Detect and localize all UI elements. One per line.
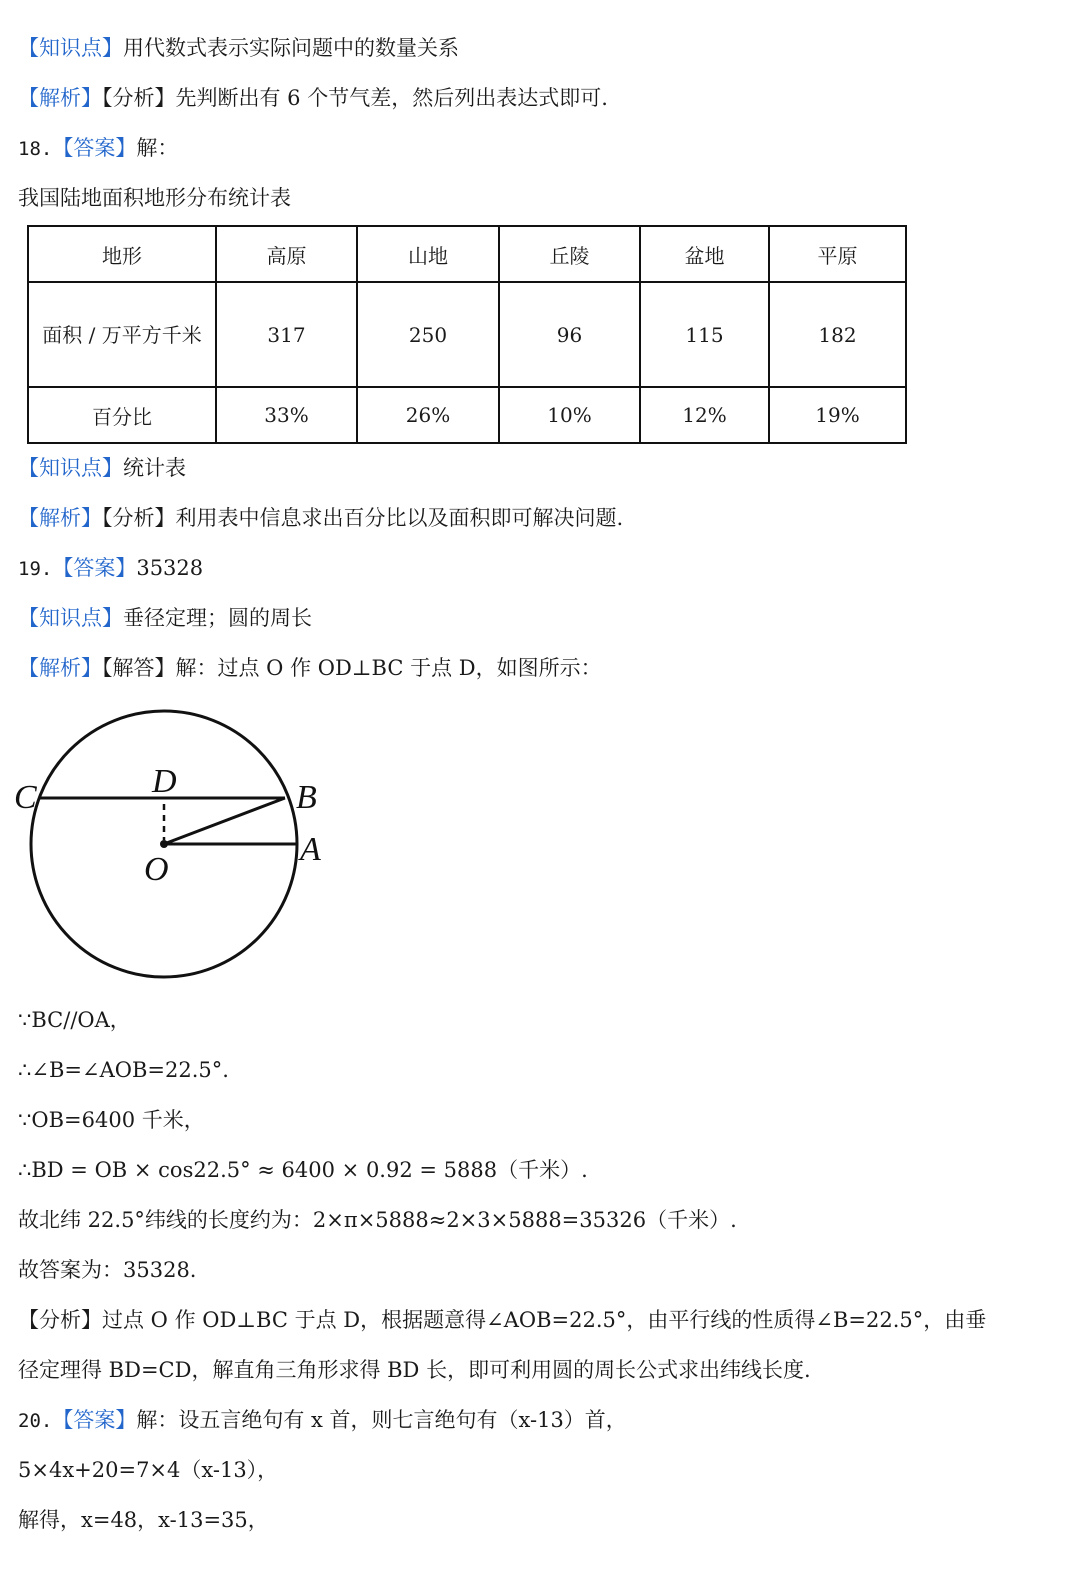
table-header-cell: 平原 — [769, 226, 906, 282]
q20-answer-text: 解：设五言绝句有 x 首，则七言绝句有（x-13）首， — [136, 1408, 627, 1432]
table-header-cell: 丘陵 — [499, 226, 640, 282]
q19-answer-line — [18, 553, 1062, 584]
table-cell: 182 — [769, 282, 906, 387]
q18-knowledge-text: 统计表 — [123, 456, 186, 480]
circle-diagram — [10, 700, 330, 990]
table-row-area — [28, 282, 906, 387]
label-a: A — [300, 831, 321, 868]
analysis-text: 【分析】先判断出有 6 个节气差，然后列出表达式即可. — [102, 86, 608, 110]
table-header-row — [28, 226, 906, 282]
q19-knowledge-text: 垂径定理；圆的周长 — [123, 606, 312, 630]
table-cell: 12% — [640, 387, 769, 443]
q19-knowledge-tag: 【知识点】 — [18, 606, 123, 630]
table-cell: 33% — [216, 387, 357, 443]
table-header-cell: 盆地 — [640, 226, 769, 282]
table-header-cell: 山地 — [357, 226, 499, 282]
q19-summary-2: 径定理得 BD=CD，解直角三角形求得 BD 长，即可利用圆的周长公式求出纬线长度. — [18, 1358, 811, 1382]
q19-answer-value: 35328 — [136, 556, 204, 580]
table-cell: 96 — [499, 282, 640, 387]
label-o: O — [144, 851, 169, 888]
q18-number: 18. — [18, 138, 53, 160]
terrain-table — [27, 225, 907, 444]
q19-analysis-tag: 【解析】 — [18, 656, 102, 680]
q19-number: 19. — [18, 558, 53, 580]
q18-answer-tag: 【答案】 — [52, 136, 137, 160]
q19-knowledge-line — [18, 603, 1062, 633]
table-cell: 26% — [357, 387, 499, 443]
analysis-line-prev — [18, 83, 1062, 113]
table-cell: 19% — [769, 387, 906, 443]
table-title: 我国陆地面积地形分布统计表 — [18, 186, 291, 210]
q20-solution: 解得，x=48，x-13=35， — [18, 1508, 269, 1532]
label-d: D — [152, 763, 177, 800]
q20-number: 20. — [18, 1410, 53, 1432]
q19-step-2: ∴∠B=∠AOB=22.5°. — [18, 1058, 229, 1082]
area-label-cell: 面积 / 万平方千米 — [28, 282, 216, 387]
q18-answer-line — [18, 133, 1062, 164]
knowledge-line-prev — [18, 33, 1062, 63]
q19-step-1: ∵BC//OA， — [18, 1008, 131, 1032]
table-header-cell: 地形 — [28, 226, 216, 282]
q18-analysis-text: 【分析】利用表中信息求出百分比以及面积即可解决问题. — [102, 506, 624, 530]
q20-answer-tag: 【答案】 — [52, 1408, 137, 1432]
q18-analysis-line — [18, 503, 1062, 533]
q19-step-4: ∴BD = OB × cos22.5° ≈ 6400 × 0.92 = 5888（千米）. — [18, 1158, 588, 1182]
q19-step-5: 故北纬 22.5°纬线的长度约为：2×π×5888≈2×3×5888=35326（千米）. — [18, 1208, 737, 1232]
q19-step-6: 故答案为：35328. — [18, 1258, 197, 1282]
radius-ob — [164, 798, 285, 844]
q20-equation: 5×4x+20=7×4（x-13）， — [18, 1458, 279, 1482]
table-cell: 10% — [499, 387, 640, 443]
table-cell: 115 — [640, 282, 769, 387]
center-point — [160, 840, 168, 848]
percent-label-cell: 百分比 — [28, 387, 216, 443]
table-row-percent — [28, 387, 906, 443]
q20-answer-line — [18, 1405, 1062, 1436]
table-header-cell: 高原 — [216, 226, 357, 282]
label-c: C — [14, 779, 37, 816]
q19-step-3: ∵OB=6400 千米， — [18, 1108, 205, 1132]
q18-knowledge-line — [18, 453, 1062, 483]
knowledge-text: 用代数式表示实际问题中的数量关系 — [123, 36, 459, 60]
q18-knowledge-tag: 【知识点】 — [18, 456, 123, 480]
table-cell: 317 — [216, 282, 357, 387]
q19-analysis-text: 【解答】解：过点 O 作 OD⊥BC 于点 D，如图所示： — [102, 656, 602, 680]
q19-analysis-line — [18, 653, 1062, 683]
q19-answer-tag: 【答案】 — [52, 556, 137, 580]
analysis-tag: 【解析】 — [18, 86, 102, 110]
table-cell: 250 — [357, 282, 499, 387]
q18-analysis-tag: 【解析】 — [18, 506, 102, 530]
q18-answer-text: 解： — [136, 136, 179, 160]
knowledge-tag: 【知识点】 — [18, 36, 123, 60]
label-b: B — [296, 779, 317, 816]
q19-summary-1: 【分析】过点 O 作 OD⊥BC 于点 D，根据题意得∠AOB=22.5°，由平行线的性质得∠B=22.5°，由垂 — [18, 1308, 987, 1332]
